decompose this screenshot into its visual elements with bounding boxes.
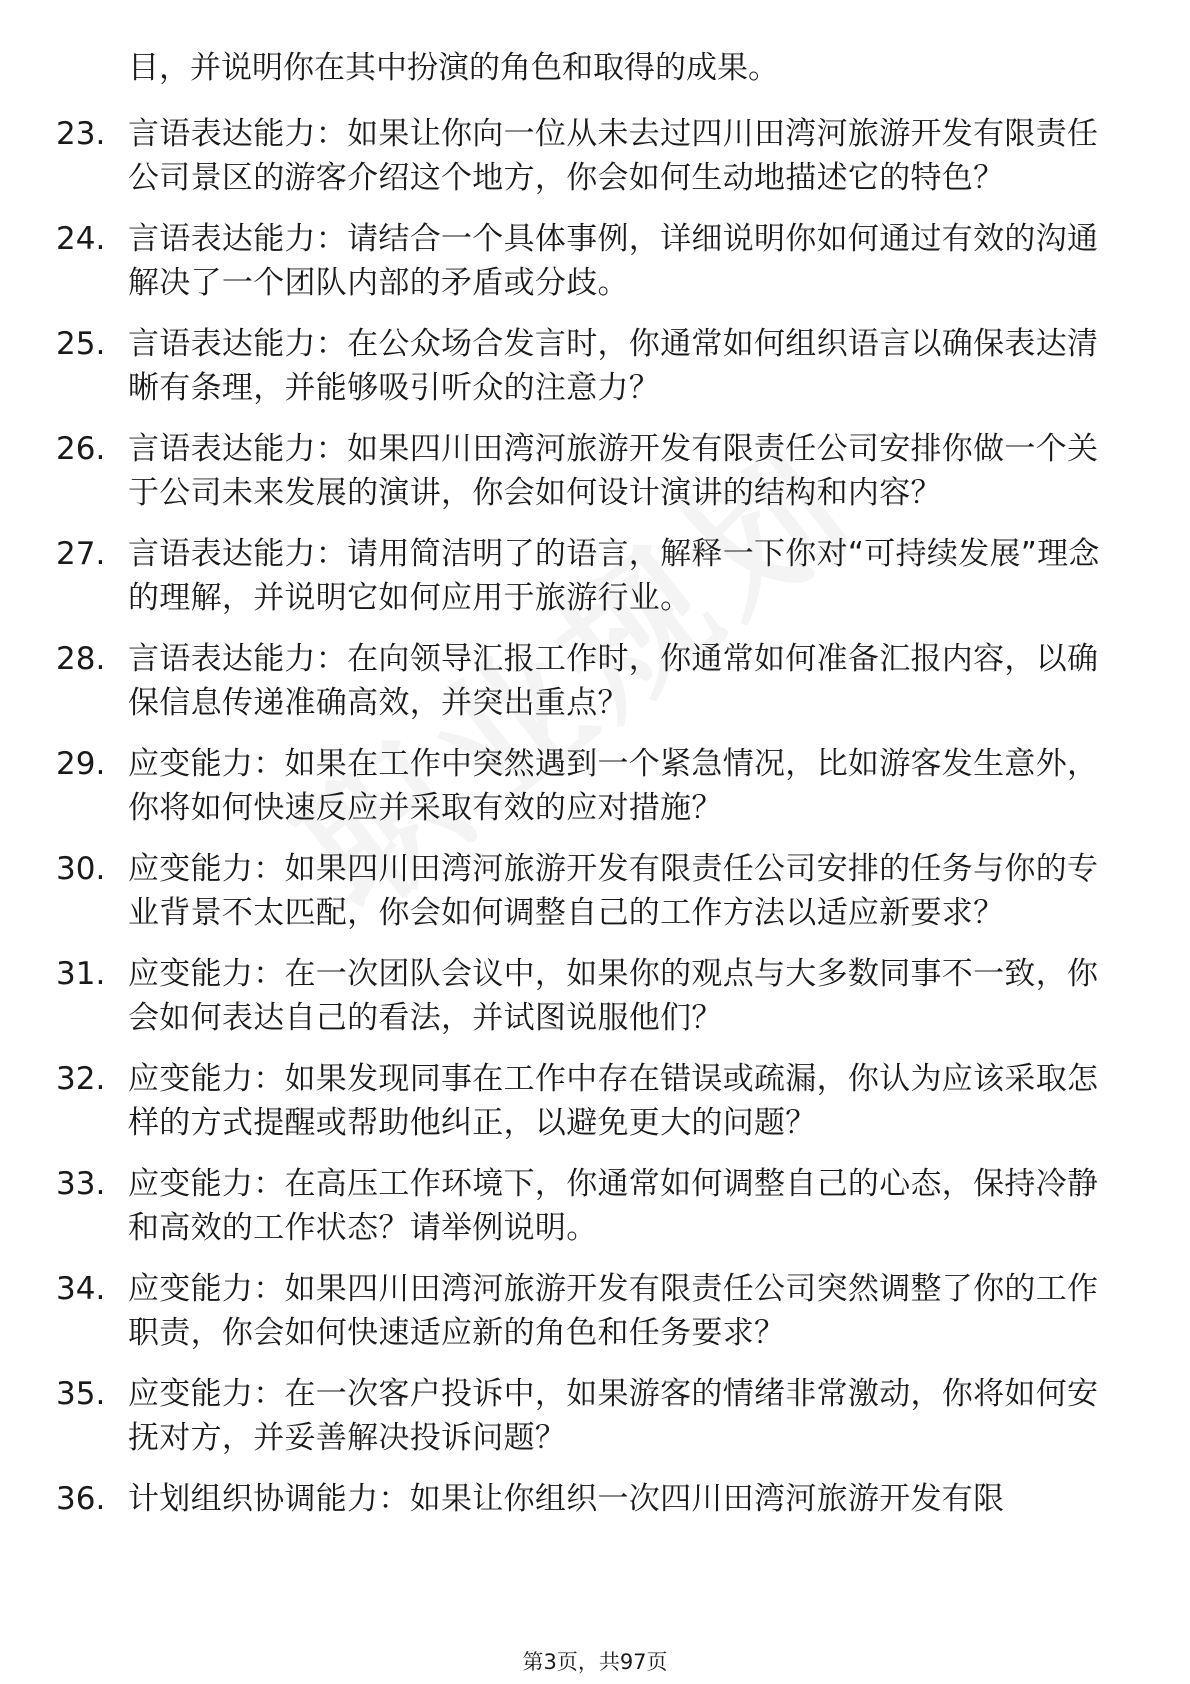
question-item [0, 322, 1190, 410]
question-number: 26. [56, 431, 106, 467]
question-item [0, 427, 1190, 515]
question-text: 应变能力：在一次团队会议中，如果你的观点与大多数同事不一致，你会如何表达自己的看法，并试图说服他们？ [128, 956, 1099, 1036]
question-number: 30. [56, 851, 106, 887]
question-item [0, 637, 1190, 725]
question-number: 33. [56, 1166, 106, 1202]
question-item [0, 532, 1190, 620]
question-number: 25. [56, 326, 106, 362]
question-text: 应变能力：如果在工作中突然遇到一个紧急情况，比如游客发生意外，你将如何快速反应并采取有效的应对措施？ [128, 746, 1099, 826]
question-number: 28. [56, 641, 106, 677]
question-text: 应变能力：如果四川田湾河旅游开发有限责任公司突然调整了你的工作职责，你会如何快速适应新的角色和任务要求？ [128, 1271, 1099, 1351]
question-text: 言语表达能力：在向领导汇报工作时，你通常如何准备汇报内容，以确保信息传递准确高效，并突出重点？ [128, 641, 1099, 721]
question-text: 言语表达能力：如果让你向一位从未去过四川田湾河旅游开发有限责任公司景区的游客介绍这个地方，你会如何生动地描述它的特色？ [128, 116, 1099, 196]
question-text: 应变能力：在高压工作环境下，你通常如何调整自己的心态，保持冷静和高效的工作状态？请举例说明。 [128, 1166, 1099, 1246]
question-item [0, 1267, 1190, 1355]
question-number: 24. [56, 221, 106, 257]
question-number: 35. [56, 1376, 106, 1412]
question-text: 言语表达能力：如果四川田湾河旅游开发有限责任公司安排你做一个关于公司未来发展的演讲，你会如何设计演讲的结构和内容？ [128, 431, 1099, 511]
question-item [0, 952, 1190, 1040]
question-item [0, 1372, 1190, 1460]
question-item [0, 1057, 1190, 1145]
question-text: 应变能力：如果四川田湾河旅游开发有限责任公司安排的任务与你的专业背景不太匹配，你会如何调整自己的工作方法以适应新要求？ [128, 851, 1099, 931]
question-text: 言语表达能力：在公众场合发言时，你通常如何组织语言以确保表达清晰有条理，并能够吸引听众的注意力？ [128, 326, 1099, 406]
question-item [0, 1477, 1190, 1521]
question-item [0, 742, 1190, 830]
question-number: 34. [56, 1271, 106, 1307]
question-item [0, 112, 1190, 200]
question-text: 言语表达能力：请结合一个具体事例，详细说明你如何通过有效的沟通解决了一个团队内部的矛盾或分歧。 [128, 221, 1099, 301]
question-number: 27. [56, 536, 106, 572]
page-footer: 第3页，共97页 [522, 1650, 668, 1674]
question-item [0, 217, 1190, 305]
question-text: 计划组织协调能力：如果让你组织一次四川田湾河旅游开发有限 [128, 1481, 1005, 1517]
question-text: 言语表达能力：请用简洁明了的语言，解释一下你对“可持续发展”理念的理解，并说明它如何应用于旅游行业。 [128, 536, 1100, 616]
question-number: 31. [56, 956, 106, 992]
question-number: 32. [56, 1061, 106, 1097]
question-item [0, 847, 1190, 935]
question-text: 应变能力：如果发现同事在工作中存在错误或疏漏，你认为应该采取怎样的方式提醒或帮助他纠正，以避免更大的问题？ [128, 1061, 1099, 1141]
continuation-text: 目，并说明你在其中扮演的角色和取得的成果。 [128, 50, 779, 86]
question-number: 29. [56, 746, 106, 782]
question-number: 23. [56, 116, 106, 152]
question-text: 应变能力：在一次客户投诉中，如果游客的情绪非常激动，你将如何安抚对方，并妥善解决投诉问题？ [128, 1376, 1099, 1456]
question-number: 36. [56, 1481, 106, 1517]
question-item [0, 1162, 1190, 1250]
question-list [0, 112, 1190, 1538]
